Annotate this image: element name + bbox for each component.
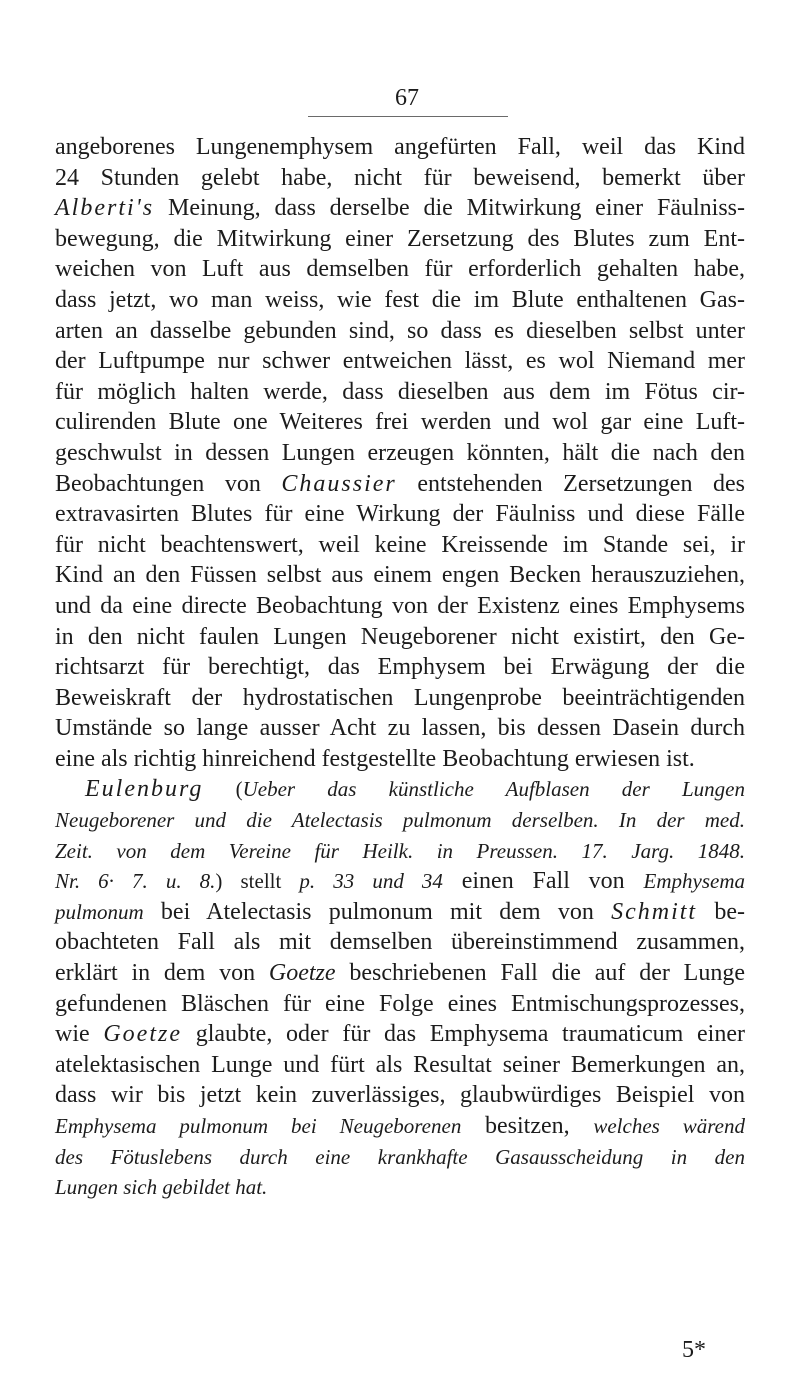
- text-segment: Nr. 6· 7. u. 8.: [55, 869, 216, 894]
- text-segment: pulmonum: [55, 899, 144, 924]
- text-line: [55, 836, 745, 867]
- text-line: [55, 652, 745, 683]
- text-segment: be-: [697, 898, 745, 925]
- text-segment: Chaussier: [281, 470, 397, 497]
- text-line: [55, 193, 745, 224]
- text-line: [55, 866, 745, 897]
- text-line: [55, 377, 745, 408]
- header-rule: [308, 116, 508, 117]
- text-segment: Emphysema pulmonum bei Neugeborenen: [55, 1114, 462, 1138]
- text-segment: dass jetzt, wo man weiss, wie fest die im Blute enthaltenen Gas-: [55, 286, 745, 313]
- text-line: [55, 438, 745, 469]
- text-segment: besitzen,: [461, 1113, 594, 1139]
- text-line: [55, 1142, 745, 1173]
- text-segment: Zeit. von dem Vereine für Heilk. in Preussen. 17. Jarg. 1848.: [55, 838, 745, 863]
- text-segment: gefundenen Bläschen für eine Folge eines Entmischungsprozesses,: [55, 990, 745, 1017]
- text-line: [55, 897, 745, 928]
- text-segment: arten an dasselbe gebunden sind, so dass es dieselben selbst unter: [55, 317, 745, 344]
- text-segment: Umstände so lange ausser Acht zu lassen, bis dessen Dasein durch: [55, 715, 745, 742]
- text-line: [55, 1172, 745, 1203]
- text-line: [55, 163, 745, 194]
- text-segment: einen Fall von: [442, 868, 644, 895]
- text-line: [55, 346, 745, 377]
- text-segment: Beweiskraft der hydrostatischen Lungenprobe beeinträchtigenden: [55, 684, 745, 711]
- signature-mark: 5*: [682, 1337, 706, 1363]
- text-segment: Eulenburg: [85, 776, 204, 803]
- text-line: [55, 927, 745, 958]
- text-line: [55, 774, 745, 805]
- text-segment: Neugeborener und die Atelectasis pulmonum derselben. In der med.: [55, 808, 745, 833]
- text-segment: des Fötuslebens durch eine krankhafte Gasausscheidung in den: [55, 1144, 745, 1169]
- text-segment: Meinung, dass derselbe die Mitwirkung einer Fäulniss-: [154, 195, 745, 222]
- text-segment: beschriebenen Fall die auf der Lunge: [335, 960, 745, 987]
- text-line: [55, 254, 745, 285]
- text-line: [55, 224, 745, 255]
- text-segment: Goetze: [103, 1021, 182, 1048]
- body-text: [55, 132, 745, 1203]
- text-segment: welches wärend: [593, 1114, 745, 1138]
- text-segment: Beobachtungen von: [55, 470, 282, 497]
- text-line: [55, 1080, 745, 1111]
- text-line: [55, 469, 745, 500]
- text-line: [55, 285, 745, 316]
- text-line: [55, 958, 745, 989]
- text-line: [55, 713, 745, 744]
- text-line: [55, 591, 745, 622]
- text-segment: 24 Stunden gelebt habe, nicht für beweisend, bemerkt über: [55, 164, 745, 191]
- text-segment: erklärt in dem von: [55, 960, 269, 987]
- text-segment: richtsarzt für berechtigt, das Emphysem bei Erwägung der die: [55, 654, 745, 681]
- text-line: [55, 530, 745, 561]
- text-segment: Goetze: [268, 960, 336, 987]
- text-segment: entstehenden Zersetzungen des: [396, 470, 745, 497]
- text-line: [55, 683, 745, 714]
- page-number: 67: [395, 85, 419, 111]
- text-segment: eine als richtig hinreichend festgestellte Beobachtung erwiesen ist.: [55, 745, 695, 772]
- text-line: [55, 407, 745, 438]
- text-segment: und da eine directe Beobachtung von der Existenz eines Emphysems: [55, 592, 745, 619]
- text-segment: p. 33 und 34: [299, 869, 443, 894]
- text-line: [55, 744, 745, 775]
- text-line: [55, 132, 745, 163]
- text-segment: in den nicht faulen Lungen Neugeborener nicht existirt, den Ge-: [55, 623, 745, 650]
- text-segment: Lungen sich gebildet hat.: [55, 1175, 268, 1200]
- text-segment: Kind an den Füssen selbst aus einem engen Becken herauszuziehen,: [55, 562, 745, 589]
- text-segment: Ueber das künstliche Aufblasen der Lungen: [242, 777, 745, 802]
- text-line: [55, 560, 745, 591]
- text-segment: für nicht beachtenswert, weil keine Kreissende im Stande sei, ir: [55, 531, 745, 558]
- text-line: [55, 1111, 745, 1142]
- text-segment: obachteten Fall als mit demselben übereinstimmend zusammen,: [55, 929, 745, 956]
- text-segment: dass wir bis jetzt kein zuverlässiges, glaubwürdiges Beispiel von: [55, 1082, 745, 1109]
- text-segment: weichen von Luft aus demselben für erforderlich gehalten habe,: [55, 256, 745, 283]
- text-line: [55, 622, 745, 653]
- text-segment: (: [203, 777, 243, 802]
- text-segment: culirenden Blute one Weiteres frei werden und wol gar eine Luft-: [55, 409, 745, 436]
- text-segment: bewegung, die Mitwirkung einer Zersetzung des Blutes zum Ent-: [55, 225, 745, 252]
- text-segment: Schmitt: [611, 898, 698, 925]
- text-segment: Emphysema: [643, 869, 745, 894]
- text-segment: für möglich halten werde, dass dieselben aus dem im Fötus cir-: [55, 378, 745, 405]
- text-segment: der Luftpumpe nur schwer entweichen lässt, es wol Niemand mer: [55, 348, 745, 375]
- text-segment: angeborenes Lungenemphysem angefürten Fall, weil das Kind: [55, 134, 745, 160]
- text-line: [55, 1019, 745, 1050]
- text-segment: bei Atelectasis pulmonum mit dem von: [143, 898, 612, 925]
- text-line: [55, 805, 745, 836]
- text-segment: atelektasischen Lunge und fürt als Resultat seiner Bemerkungen an,: [55, 1051, 745, 1078]
- text-line: [55, 989, 745, 1020]
- text-segment: ) stellt: [215, 869, 300, 894]
- text-segment: wie: [55, 1021, 104, 1048]
- text-segment: extravasirten Blutes für eine Wirkung der Fäulniss und diese Fälle: [55, 501, 745, 528]
- text-segment: geschwulst in dessen Lungen erzeugen könnten, hält die nach den: [55, 439, 745, 466]
- text-line: [55, 1050, 745, 1081]
- text-line: [55, 499, 745, 530]
- text-segment: Alberti's: [55, 195, 155, 222]
- text-segment: glaubte, oder für das Emphysema traumaticum einer: [182, 1021, 745, 1048]
- text-line: [55, 316, 745, 347]
